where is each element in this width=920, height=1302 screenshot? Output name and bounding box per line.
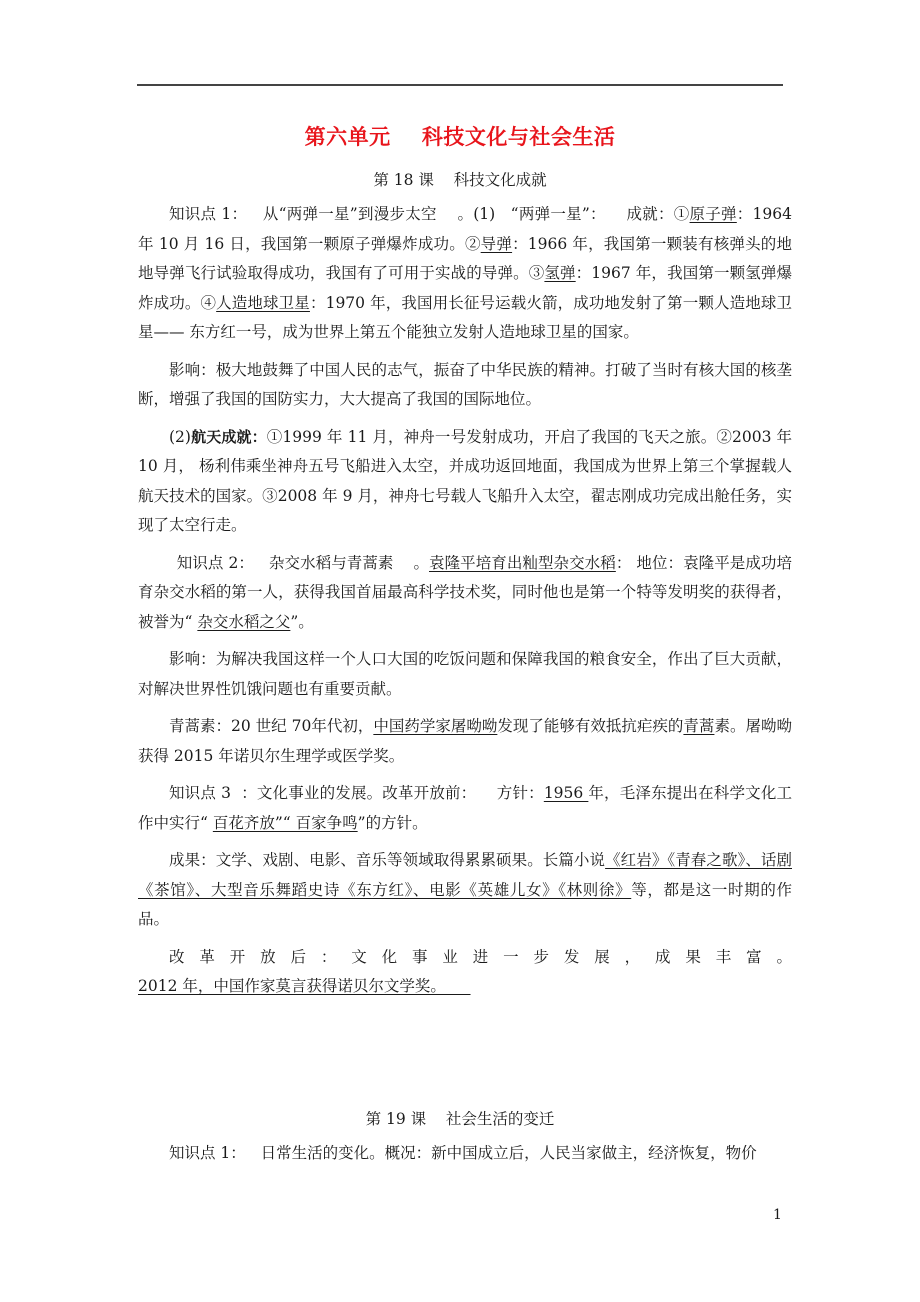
yuan-position-text: ： 地位：袁隆平是成功培育杂交水稻的第一人，获得我国首届最高科学技术奖，同时他也是第一个特等发明奖的获得者，被誉为“ <box>138 553 792 631</box>
kp1-label: 知识点 1： <box>169 205 248 223</box>
kp3-results-paragraph <box>138 846 792 935</box>
l19-kp1-label: 知识点 1： <box>169 1144 246 1162</box>
hydrogen-bomb-text: ：1967 年，我国第一颗氢弹爆炸成功。④ <box>138 264 792 312</box>
space-prefix: (2) <box>169 427 191 446</box>
kp3-after-paragraph <box>138 943 792 1002</box>
l19-kp1-paragraph <box>138 1139 792 1169</box>
header-rule <box>137 84 783 86</box>
kp3-topic: ：文化事业的发展。改革开放前： 方针： <box>231 784 544 802</box>
artemisinin-prefix: 青蒿素：20 世纪 70年代初， <box>169 717 374 735</box>
artemisinin-paragraph <box>138 712 792 771</box>
missile-text: ：1966 年，我国第一颗装有核弹头的地地导弹飞行试验取得成功，我国有了可用于实战的导弹。③ <box>138 234 793 282</box>
after-prefix: 改革开放后：文化事业进一步发展，成果丰富。 <box>169 947 792 966</box>
kp2-label: 知识点 2： <box>176 553 254 572</box>
kp1-topic: 从“两弹一星”到漫步太空 。(1) “两弹一星”： 成就：① <box>247 205 690 223</box>
lesson-19-title: 第 19 课 社会生活的变迁 <box>365 1110 555 1128</box>
space-text: ①1999 年 11 月，神舟一号发射成功，开启了我国的飞天之旅。②2003 年 10 月， 杨利伟乘坐神舟五号飞船进入太空，并成功返回地面，我国成为世界上第三个掌握载人航天技术的国家。③2008 年 9 月，神舟七号载人飞船升入太空，翟志刚成功完成出舱任务，实现了太空行走。 <box>138 427 792 534</box>
qinghao-term: 青蒿 <box>683 717 715 735</box>
l19-kp1-text: 日常生活的变化。概况：新中国成立后，人民当家做主，经济恢复，物价 <box>245 1144 757 1162</box>
works-term: 《红岩》《青春之歌》、话剧 《茶馆》、大型音乐舞蹈史诗《东方红》、电影《英雄儿女》《林则徐》 <box>138 851 792 899</box>
kp2-paragraph <box>138 549 792 638</box>
kp3-label: 知识点 3 <box>169 784 231 802</box>
atomic-bomb-text: ：1964 年 10 月 16 日，我国第一颗原子弹爆炸成功。② <box>138 205 792 253</box>
policy-end: ”的方针。 <box>357 813 428 832</box>
document-body <box>138 200 792 1002</box>
results-prefix: 成果：文学、戏剧、电影、音乐等领域取得累累硕果。长篇小说 <box>169 851 606 869</box>
hydrogen-bomb-term: 氢弹 <box>544 264 576 282</box>
space-achievements-paragraph <box>138 423 792 541</box>
kp2-impact-paragraph: 影响：为解决我国这样一个人口大国的吃饭问题和保障我国的粮食安全，作出了巨大贡献，对解决世界性饥饿问题也有重要贡献。 <box>138 650 792 698</box>
father-end: ”。 <box>290 612 314 631</box>
mo-yan-term: 2012 年，中国作家莫言获得诺贝尔文学奖。 <box>138 977 471 995</box>
results-end: 等，都是这一时期的作品。 <box>138 880 792 928</box>
year-1956-term: 1956 <box>543 784 589 802</box>
lesson-19-body <box>138 1139 792 1169</box>
page-number: 1 <box>773 1207 782 1223</box>
kp1-impact-paragraph: 影响：极大地鼓舞了中国人民的志气，振奋了中华民族的精神。打破了当时有核大国的核垄断，增强了我国的国防实力，大大提高了我国的国际地位。 <box>138 360 792 408</box>
tu-mid: 发现了能够有效抵抗疟疾的 <box>497 717 684 735</box>
lesson-18-title: 第 18 课 科技文化成就 <box>373 171 547 189</box>
satellite-term: 人造地球卫星 <box>216 293 310 312</box>
policy-term: 百花齐放”“ 百家争鸣 <box>212 813 358 832</box>
atomic-bomb-term: 原子弹 <box>689 205 737 223</box>
kp2-topic: 杂交水稻与青蒿素 。 <box>253 553 430 572</box>
father-of-hybrid-rice-term: 杂交水稻之父 <box>197 612 291 631</box>
missile-term: 导弹 <box>480 234 513 253</box>
satellite-text: ：1970 年，我国用长征号运载火箭，成功地发射了第一颗人造地球卫星—— 东方红一号，成为世界上第五个能独立发射人造地球卫星的国家。 <box>138 293 792 341</box>
tu-end: 素。屠呦呦获得 2015 年诺贝尔生理学或医学奖。 <box>138 717 792 765</box>
unit-title: 第六单元 科技文化与社会生活 <box>304 125 616 149</box>
kp1-paragraph <box>138 200 792 348</box>
policy-mid: 年，毛泽东提出在科学文化工作中实行“ <box>138 784 792 832</box>
space-label: 航天成就： <box>190 427 267 446</box>
tu-youyou-term: 中国药学家屠呦呦 <box>373 717 498 735</box>
kp3-paragraph <box>138 779 792 838</box>
yuan-longping-term: 袁隆平培育出籼型杂交水稻 <box>429 553 616 572</box>
